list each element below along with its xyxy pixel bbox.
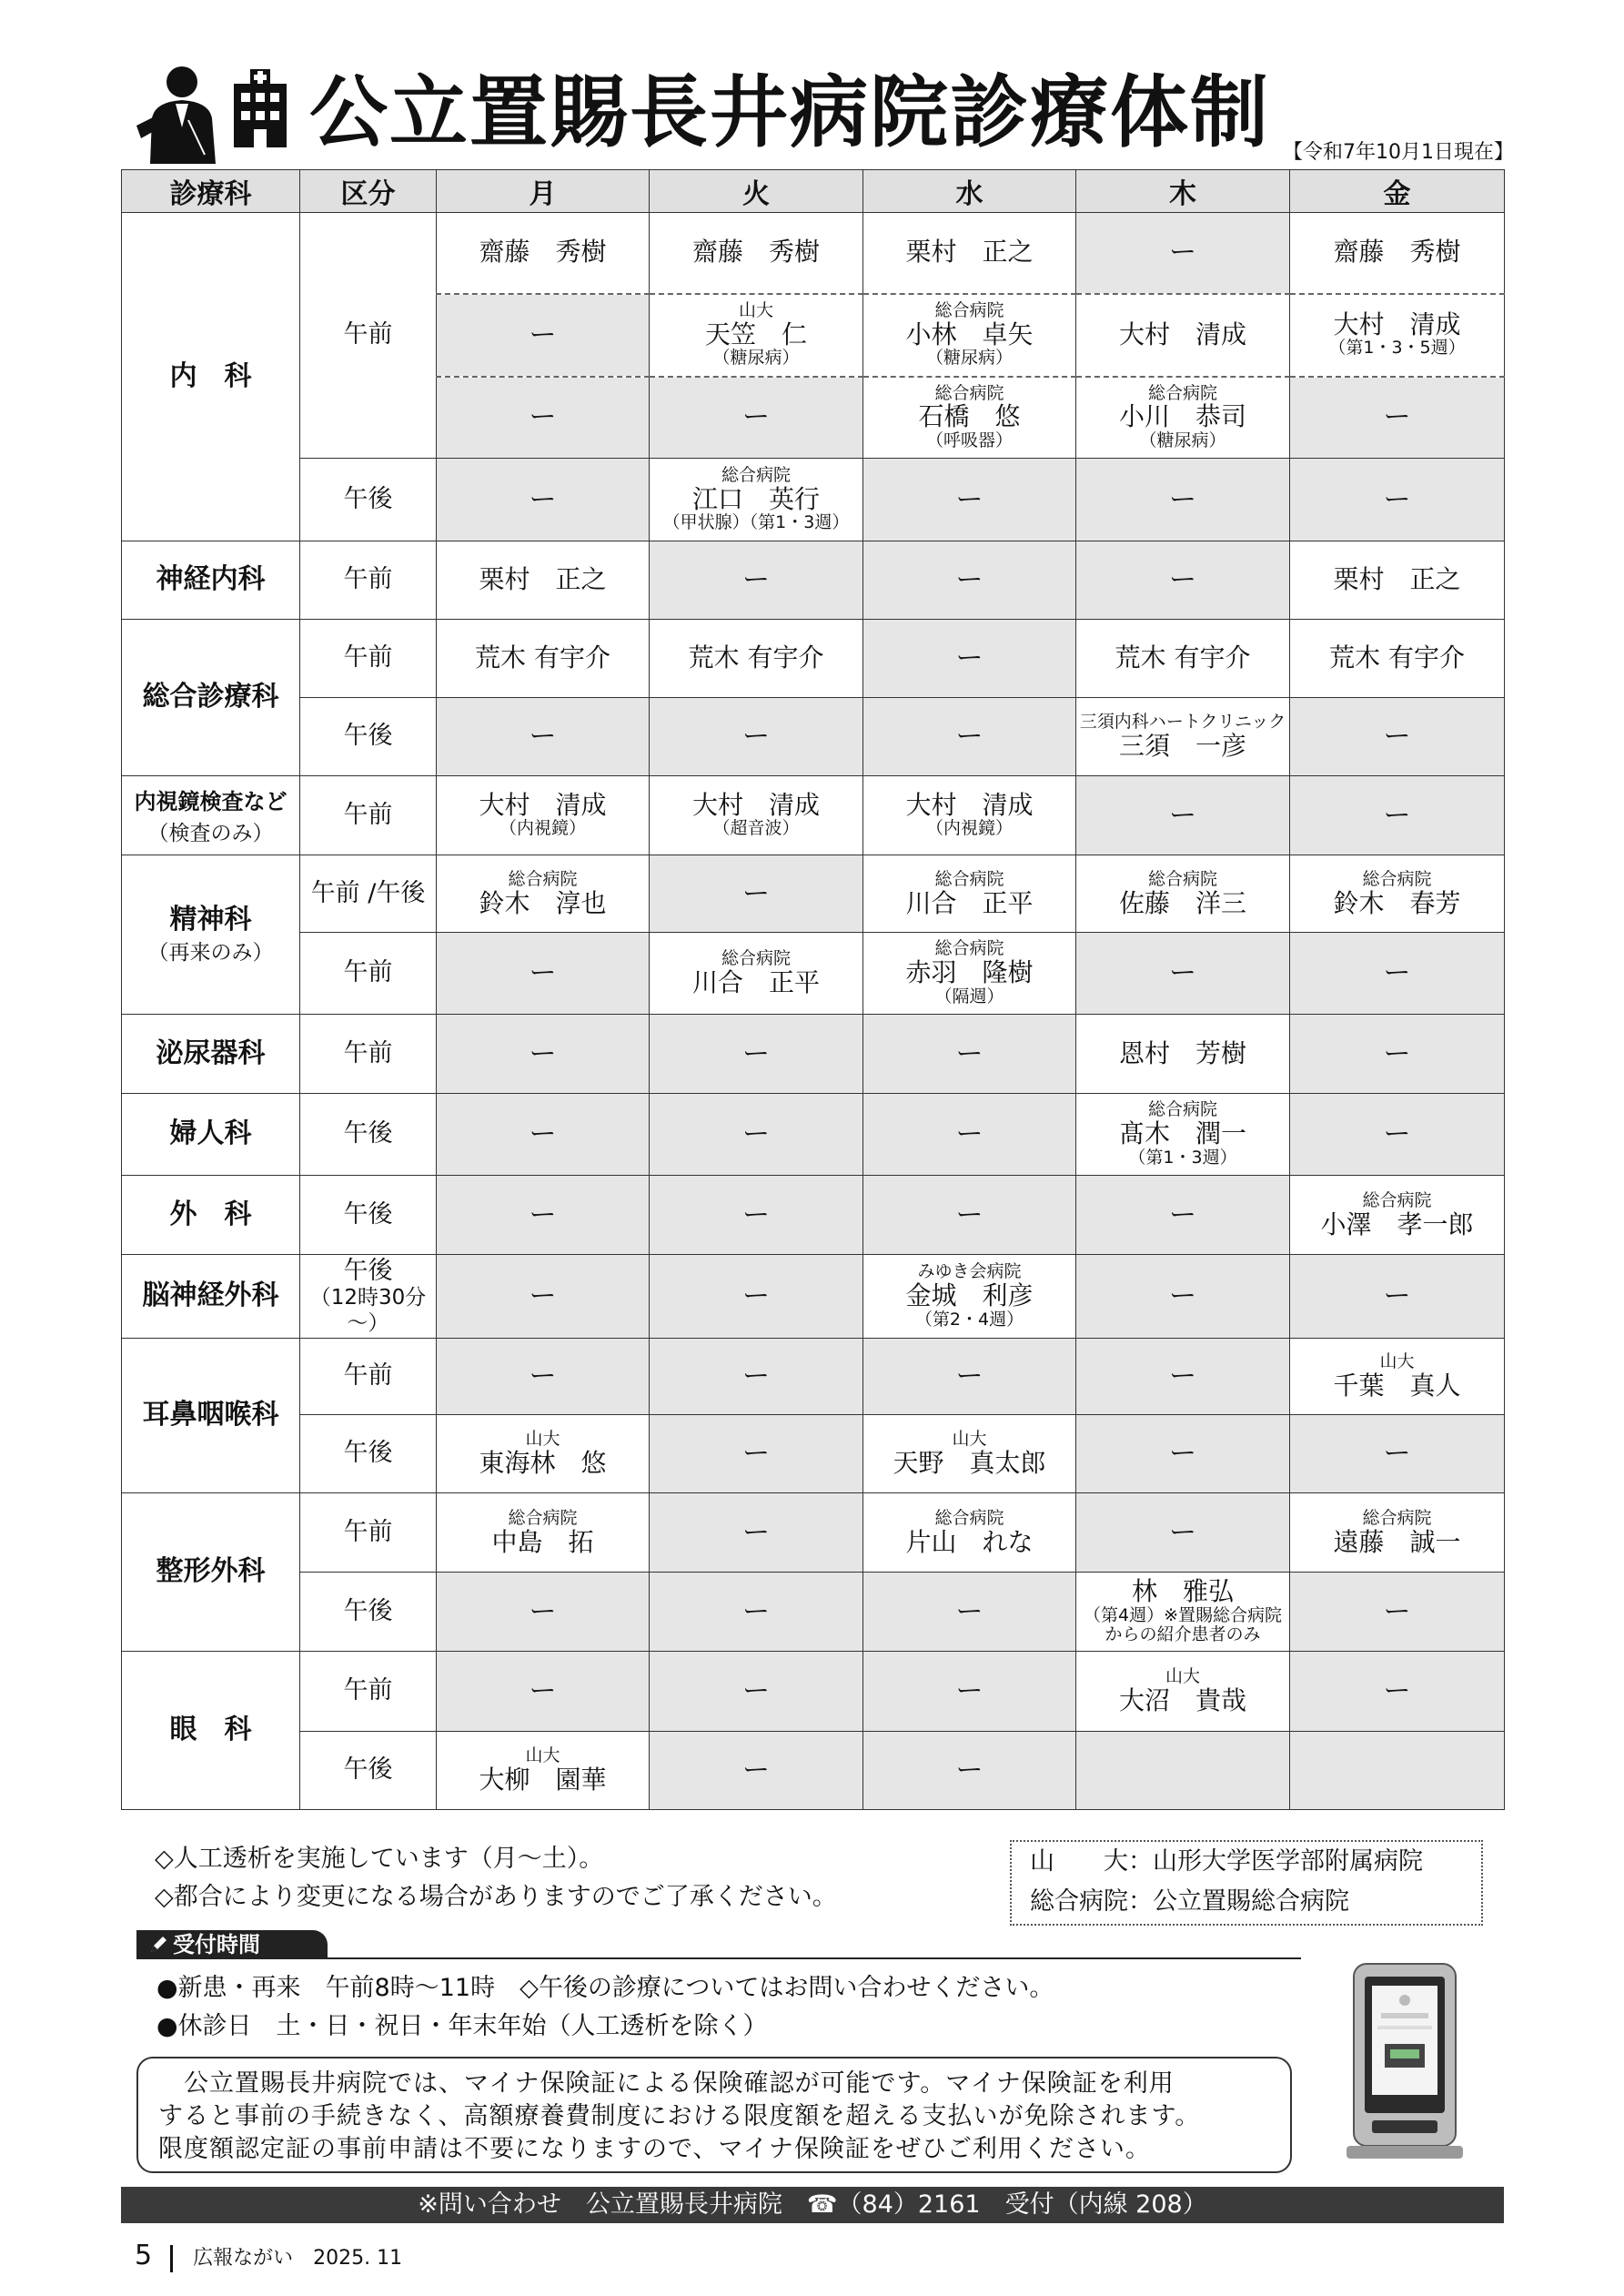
col-header-fri: 金 xyxy=(1290,170,1505,213)
schedule-cell: ー xyxy=(437,1176,650,1255)
table-row xyxy=(122,855,1505,933)
schedule-cell-empty xyxy=(1076,1732,1290,1810)
card-reader-kiosk-icon xyxy=(1337,1957,1474,2166)
schedule-cell: ー xyxy=(650,1732,863,1810)
table-row xyxy=(122,933,1505,1015)
period-cell: 午前 xyxy=(300,1015,437,1094)
schedule-cell: 山大 大柳 園華 xyxy=(437,1732,650,1810)
schedule-cell: ー xyxy=(1076,1493,1290,1573)
schedule-cell: ー xyxy=(437,459,650,541)
schedule-cell: 齋藤 秀樹 xyxy=(437,213,650,294)
schedule-cell: ー xyxy=(1076,1339,1290,1415)
publication-name: 広報ながい 2025. 11 xyxy=(193,2247,403,2270)
col-header-dept: 診療科 xyxy=(122,170,300,213)
dept-sogo: 総合診療科 xyxy=(122,620,300,776)
dept-ganka: 眼 科 xyxy=(122,1652,300,1810)
table-row xyxy=(122,698,1505,776)
schedule-cell: ー xyxy=(1290,933,1505,1015)
dept-naika: 内 科 xyxy=(122,213,300,541)
schedule-cell: ー xyxy=(650,1094,863,1176)
schedule-cell: ー xyxy=(650,1176,863,1255)
schedule-cell: ー xyxy=(1076,541,1290,620)
period-cell: 午前 xyxy=(300,1493,437,1573)
schedule-cell: ー xyxy=(650,855,863,933)
abbreviation-legend xyxy=(1010,1840,1483,1926)
schedule-cell: ー xyxy=(1290,1415,1505,1493)
page-title: 公立置賜長井病院診療体制 xyxy=(309,67,1270,158)
schedule-cell: ー xyxy=(863,1015,1076,1094)
hours-line: ●休診日 土・日・祝日・年末年始（人工透析を除く） xyxy=(156,2012,768,2040)
schedule-cell: ー xyxy=(1290,1573,1505,1652)
period-cell: 午後 xyxy=(300,1094,437,1176)
schedule-cell: ー xyxy=(437,1652,650,1732)
schedule-cell: ー xyxy=(1076,776,1290,855)
schedule-cell: ー xyxy=(863,620,1076,698)
schedule-cell: ー xyxy=(863,459,1076,541)
schedule-cell: ー xyxy=(1290,459,1505,541)
legend-line: 山 大：山形大学医学部附属病院 xyxy=(1030,1847,1423,1876)
schedule-cell: 栗村 正之 xyxy=(1290,541,1505,620)
schedule-cell: ー xyxy=(650,698,863,776)
schedule-cell: ー xyxy=(1290,1094,1505,1176)
schedule-cell: 林 雅弘 （第4週）※置賜総合病院 からの紹介患者のみ xyxy=(1076,1573,1290,1652)
schedule-cell: 総合病院 髙木 潤一 （第1・3週） xyxy=(1076,1094,1290,1176)
period-cell: 午前 xyxy=(300,776,437,855)
reception-title-tab xyxy=(136,1930,328,1959)
col-header-thu: 木 xyxy=(1076,170,1290,213)
col-header-tue: 火 xyxy=(650,170,863,213)
table-row xyxy=(122,1732,1505,1810)
schedule-cell: ー xyxy=(863,1094,1076,1176)
dept-naishikyo: 内視鏡検査など （検査のみ） xyxy=(122,776,300,855)
schedule-cell: 総合病院 遠藤 誠一 xyxy=(1290,1493,1505,1573)
schedule-cell: ー xyxy=(863,1652,1076,1732)
table-row xyxy=(122,1652,1505,1732)
period-cell: 午前 xyxy=(300,1339,437,1415)
schedule-cell: ー xyxy=(437,1339,650,1415)
contact-bar: ※問い合わせ 公立置賜長井病院 ☎（84）2161 受付（内線 208） xyxy=(121,2187,1504,2223)
dept-jibi: 耳鼻咽喉科 xyxy=(122,1339,300,1493)
schedule-cell: ー xyxy=(863,1176,1076,1255)
col-header-period: 区分 xyxy=(300,170,437,213)
schedule-cell: ー xyxy=(863,541,1076,620)
table-row xyxy=(122,1094,1505,1176)
note-line: ◇都合により変更になる場合がありますのでご了承ください。 xyxy=(155,1883,837,1911)
dept-geka: 外 科 xyxy=(122,1176,300,1255)
notes xyxy=(155,1840,837,1917)
dept-hinyoki: 泌尿器科 xyxy=(122,1015,300,1094)
schedule-cell: ー xyxy=(437,1573,650,1652)
table-row xyxy=(122,1573,1505,1652)
legend-line: 総合病院：公立置賜総合病院 xyxy=(1030,1887,1349,1916)
schedule-cell: 総合病院 石橋 悠 （呼吸器） xyxy=(863,377,1076,459)
table-row xyxy=(122,1015,1505,1094)
schedule-cell: ー xyxy=(863,1573,1076,1652)
schedule-cell: ー xyxy=(437,1094,650,1176)
table-row xyxy=(122,1339,1505,1415)
schedule-cell: ー xyxy=(1290,1015,1505,1094)
table-row xyxy=(122,1176,1505,1255)
notice-line: すると事前の手続きなく、高額療養費制度における限度額を超える支払いが免除されます。 xyxy=(158,2102,1201,2130)
dept-shinkei: 神経内科 xyxy=(122,541,300,620)
table-row xyxy=(122,776,1505,855)
schedule-cell: ー xyxy=(1076,459,1290,541)
table-row xyxy=(122,1493,1505,1573)
schedule-cell: ー xyxy=(650,1573,863,1652)
schedule-cell: 大村 清成 （内視鏡） xyxy=(863,776,1076,855)
schedule-cell: ー xyxy=(437,377,650,459)
notice-line: 限度額認定証の事前申請は不要になりますので、マイナ保険証をぜひご利用ください。 xyxy=(158,2135,1151,2163)
table-row xyxy=(122,1255,1505,1339)
schedule-cell: 総合病院 小川 恭司 （糖尿病） xyxy=(1076,377,1290,459)
schedule-cell: 荒木 有宇介 xyxy=(1290,620,1505,698)
table-row xyxy=(122,541,1505,620)
dept-seishin: 精神科 （再来のみ） xyxy=(122,855,300,1015)
schedule-cell: ー xyxy=(863,1339,1076,1415)
schedule-cell: ー xyxy=(1290,776,1505,855)
schedule-cell: ー xyxy=(863,698,1076,776)
schedule-cell: 総合病院 佐藤 洋三 xyxy=(1076,855,1290,933)
period-cell: 午前 /午後 xyxy=(300,855,437,933)
schedule-cell: ー xyxy=(650,1255,863,1339)
schedule-cell: 山大 東海林 悠 xyxy=(437,1415,650,1493)
schedule-cell: 大村 清成 xyxy=(1076,294,1290,377)
schedule-cell: みゆき会病院 金城 利彦 （第2・4週） xyxy=(863,1255,1076,1339)
schedule-cell: 総合病院 赤羽 隆樹 （隔週） xyxy=(863,933,1076,1015)
reception-heading xyxy=(136,1930,1301,1959)
doctor-hospital-icon xyxy=(132,64,305,173)
dept-fujin: 婦人科 xyxy=(122,1094,300,1176)
schedule-cell: ー xyxy=(1290,1255,1505,1339)
schedule-cell: ー xyxy=(1076,1176,1290,1255)
schedule-cell: 齋藤 秀樹 xyxy=(1290,213,1505,294)
schedule-cell: 大村 清成 （超音波） xyxy=(650,776,863,855)
schedule-cell: 恩村 芳樹 xyxy=(1076,1015,1290,1094)
reception-hours xyxy=(156,1969,1054,2046)
schedule-cell: 三須内科ハートクリニック 三須 一彦 xyxy=(1076,698,1290,776)
schedule-cell: ー xyxy=(437,698,650,776)
period-cell: 午後 xyxy=(300,1176,437,1255)
schedule-cell: ー xyxy=(1076,1415,1290,1493)
table-row xyxy=(122,213,1505,294)
schedule-cell: ー xyxy=(1076,213,1290,294)
period-cell: 午後 （12時30分～） xyxy=(300,1255,437,1339)
table-header-row xyxy=(122,170,1505,213)
schedule-cell: 荒木 有宇介 xyxy=(437,620,650,698)
table-row xyxy=(122,1415,1505,1493)
period-cell: 午後 xyxy=(300,698,437,776)
schedule-cell: ー xyxy=(437,1255,650,1339)
schedule-cell: ー xyxy=(437,1015,650,1094)
notice-line: 公立置賜長井病院では、マイナ保険証による保険確認が可能です。マイナ保険証を利用 xyxy=(158,2069,1175,2098)
schedule-cell: 栗村 正之 xyxy=(863,213,1076,294)
page-footer xyxy=(135,2240,402,2274)
schedule-cell: ー xyxy=(650,541,863,620)
schedule-cell: ー xyxy=(437,933,650,1015)
schedule-cell: 総合病院 川合 正平 xyxy=(863,855,1076,933)
col-header-wed: 水 xyxy=(863,170,1076,213)
schedule-cell: 荒木 有宇介 xyxy=(1076,620,1290,698)
period-cell: 午後 xyxy=(300,459,437,541)
period-cell: 午後 xyxy=(300,1732,437,1810)
schedule-cell: ー xyxy=(650,1015,863,1094)
period-cell: 午前 xyxy=(300,541,437,620)
schedule-cell: 総合病院 片山 れな xyxy=(863,1493,1076,1573)
schedule-cell: 荒木 有宇介 xyxy=(650,620,863,698)
schedule-cell: 総合病院 小林 卓矢 （糖尿病） xyxy=(863,294,1076,377)
pen-icon xyxy=(147,1934,169,1956)
page-number: 5 xyxy=(135,2240,153,2271)
mynumber-notice xyxy=(136,2057,1292,2173)
schedule-cell: ー xyxy=(650,1493,863,1573)
schedule-cell: 山大 大沼 貴哉 xyxy=(1076,1652,1290,1732)
schedule-cell-empty xyxy=(1290,1732,1505,1810)
as-of-date: 【令和7年10月1日現在】 xyxy=(1283,141,1514,164)
schedule-cell: ー xyxy=(1290,377,1505,459)
schedule-cell: ー xyxy=(1076,933,1290,1015)
schedule-cell: 総合病院 小澤 孝一郎 xyxy=(1290,1176,1505,1255)
schedule-cell: ー xyxy=(1290,698,1505,776)
period-cell: 午後 xyxy=(300,1415,437,1493)
table-row xyxy=(122,459,1505,541)
reception-title: 受付時間 xyxy=(173,1932,260,1957)
period-cell: 午前 xyxy=(300,1652,437,1732)
footer-divider xyxy=(170,2245,173,2272)
schedule-cell: ー xyxy=(650,1652,863,1732)
schedule-cell: 大村 清成 （第1・3・5週） xyxy=(1290,294,1505,377)
table-row xyxy=(122,620,1505,698)
schedule-cell: 齋藤 秀樹 xyxy=(650,213,863,294)
schedule-cell: 総合病院 中島 拓 xyxy=(437,1493,650,1573)
schedule-cell: 大村 清成 （内視鏡） xyxy=(437,776,650,855)
schedule-cell: ー xyxy=(650,1339,863,1415)
period-cell: 午前 xyxy=(300,620,437,698)
schedule-cell: 総合病院 川合 正平 xyxy=(650,933,863,1015)
dept-seikei: 整形外科 xyxy=(122,1493,300,1652)
schedule-cell: ー xyxy=(1290,1652,1505,1732)
schedule-cell: 山大 天笠 仁 （糖尿病） xyxy=(650,294,863,377)
schedule-cell: 総合病院 江口 英行 （甲状腺）（第1・3週） xyxy=(650,459,863,541)
schedule-cell: 山大 千葉 真人 xyxy=(1290,1339,1505,1415)
page-header xyxy=(123,56,1514,175)
dept-noshinkei: 脳神経外科 xyxy=(122,1255,300,1339)
schedule-cell: ー xyxy=(650,377,863,459)
hours-line: ●新患・再来 午前8時～11時 ◇午後の診療についてはお問い合わせください。 xyxy=(156,1974,1054,2002)
schedule-cell: ー xyxy=(650,1415,863,1493)
schedule-cell: ー xyxy=(1076,1255,1290,1339)
note-line: ◇人工透析を実施しています（月～土）。 xyxy=(155,1845,604,1873)
period-cell: 午前 xyxy=(300,933,437,1015)
schedule-cell: 山大 天野 真太郎 xyxy=(863,1415,1076,1493)
col-header-mon: 月 xyxy=(437,170,650,213)
period-cell: 午後 xyxy=(300,1573,437,1652)
schedule-cell: 栗村 正之 xyxy=(437,541,650,620)
schedule-cell: ー xyxy=(863,1732,1076,1810)
schedule-cell: ー xyxy=(437,294,650,377)
period-cell: 午前 xyxy=(300,213,437,459)
schedule-cell: 総合病院 鈴木 淳也 xyxy=(437,855,650,933)
schedule-table xyxy=(121,169,1505,1810)
schedule-cell: 総合病院 鈴木 春芳 xyxy=(1290,855,1505,933)
